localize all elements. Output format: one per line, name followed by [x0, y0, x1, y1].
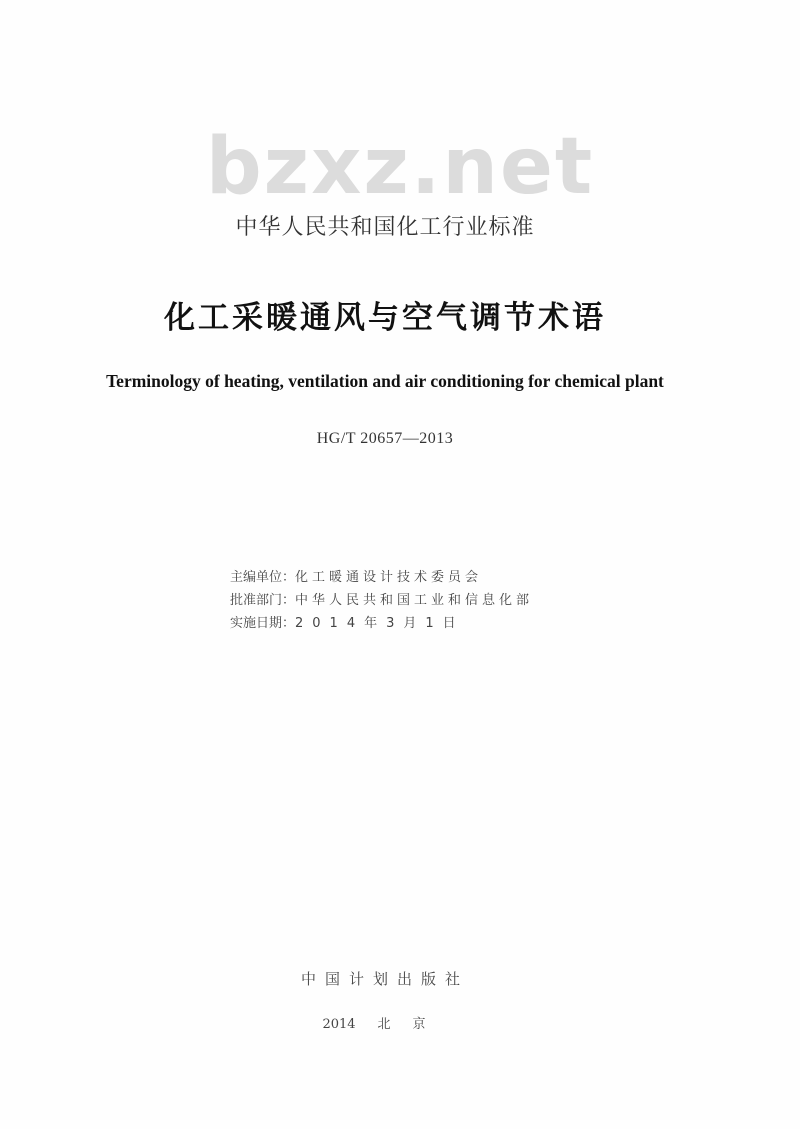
date-label: 实施日期： [230, 616, 296, 631]
editor-label: 主编单位： [230, 570, 296, 585]
watermark: bzxz.net [205, 122, 595, 212]
publication-line [0, 1013, 770, 1032]
publication-city: 北京 [377, 1017, 448, 1032]
approver-label: 批准部门： [230, 593, 296, 608]
date-row [230, 612, 533, 635]
publisher-name: 中国计划出版社 [300, 970, 469, 988]
approver-value: 中华人民共和国工业和信息化部 [295, 593, 534, 608]
title-english: Terminology of heating, ventilation and air conditioning for chemical plant [106, 371, 664, 391]
approver-row [230, 589, 533, 612]
publication-year: 2014 [322, 1017, 356, 1032]
editor-value: 化工暖通设计技术委员会 [295, 570, 483, 585]
metadata-block [230, 566, 533, 635]
issuer-heading: 中华人民共和国化工行业标准 [235, 215, 535, 240]
standard-code: HG/T 20657—2013 [316, 430, 454, 447]
title-chinese: 化工采暖通风与空气调节术语 [164, 300, 606, 336]
editor-row [230, 566, 533, 589]
date-value: 2014年3月1日 [295, 616, 465, 631]
